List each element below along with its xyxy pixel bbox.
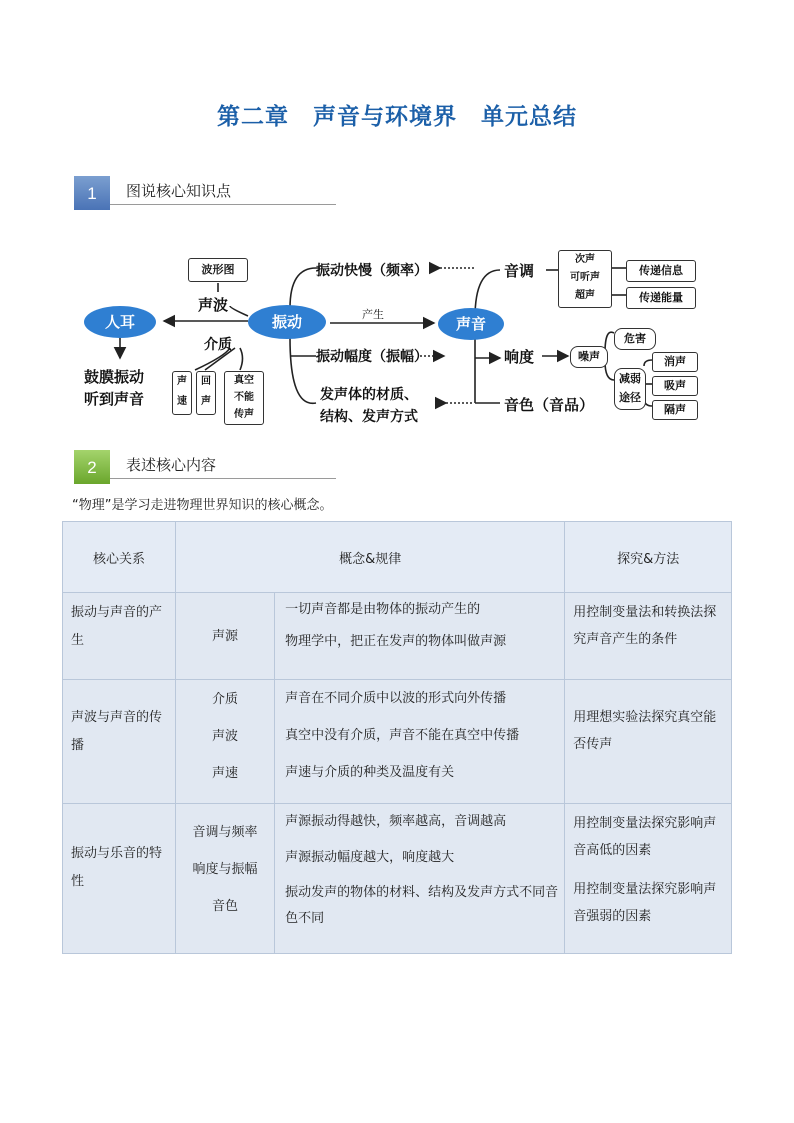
law-cell (275, 804, 565, 954)
section-divider (110, 478, 336, 479)
sound-speed-char-2: 速 (177, 396, 187, 407)
section-label: 图说核心知识点 (126, 182, 232, 200)
material-line-1: 发声体的材质、 (320, 387, 418, 403)
concept-cell (176, 593, 275, 680)
concept-item: 声源 (212, 628, 239, 644)
sound-wave-label: 声波 (198, 296, 229, 314)
concept-cell (176, 804, 275, 954)
vacuum-line-2: 不能 (234, 392, 254, 403)
echo-char-1: 回 (201, 376, 211, 387)
header-relation: 核心关系 (63, 522, 176, 593)
law-item: 声源振动得越快，频率越高，音调越高 (285, 814, 507, 829)
reduce-line-2: 途径 (619, 391, 641, 404)
eardrum-line-2: 听到声音 (84, 390, 145, 408)
law-item: 振动发声的物体的材料、结构及发声方式不同音色不同 (285, 885, 559, 926)
method-item: 用控制变量法探究影响声音高低的因素 (573, 816, 717, 858)
law-item: 真空中没有介质，声音不能在真空中传播 (285, 728, 520, 743)
table-row (63, 804, 732, 954)
concept-item: 介质 (212, 692, 239, 707)
law-item: 物理学中，把正在发声的物体叫做声源 (285, 634, 507, 649)
relation-cell: 声波与声音的传播 (63, 680, 176, 804)
section-number: 2 (74, 450, 110, 484)
concept-map-diagram (80, 228, 720, 438)
vibration-amplitude-label: 振动幅度（振幅） (316, 349, 428, 365)
relation-cell: 振动与乐音的特性 (63, 804, 176, 954)
law-item: 声源振动幅度越大，响度越大 (285, 850, 455, 865)
eardrum-line-1: 鼓膜振动 (84, 368, 145, 386)
concept-item: 响度与振幅 (192, 862, 258, 877)
method-item: 用控制变量法探究影响声音强弱的因素 (573, 882, 717, 924)
table-row (63, 680, 732, 804)
ear-node: 人耳 (84, 306, 156, 338)
harm-box: 危害 (614, 328, 656, 350)
vacuum-box (224, 371, 264, 425)
law-item: 一切声音都是由物体的振动产生的 (285, 602, 481, 617)
medium-label: 介质 (204, 337, 232, 353)
header-methods: 探究&方法 (565, 522, 732, 593)
echo-char-2: 声 (201, 396, 211, 407)
noise-box: 噪声 (570, 346, 608, 368)
page-title: 第二章 声音与环境界 单元总结 (217, 104, 577, 130)
reduce-path-box (614, 368, 646, 410)
material-line-2: 结构、发声方式 (320, 409, 418, 425)
concept-item: 声速 (212, 766, 239, 781)
vibration-speed-label: 振动快慢（频率） (316, 263, 428, 279)
concept-item: 音色 (212, 899, 239, 914)
section-number: 1 (74, 176, 110, 210)
transmit-info-box: 传递信息 (626, 260, 696, 282)
header-concepts: 概念&规律 (176, 522, 565, 593)
sound-speed-char-1: 声 (177, 376, 187, 387)
ultrasound-label: 超声 (575, 290, 595, 301)
audible-label: 可听声 (570, 272, 600, 283)
table-row (63, 593, 732, 680)
reduce-line-1: 减弱 (619, 372, 641, 385)
produce-label: 产生 (362, 308, 384, 321)
transmit-energy-box: 传递能量 (626, 287, 696, 309)
sound-node: 声音 (438, 308, 504, 340)
section-label: 表述核心内容 (126, 456, 217, 474)
relation-cell: 振动与声音的产生 (63, 593, 176, 680)
concept-item: 音调与频率 (192, 825, 258, 840)
section-divider (110, 204, 336, 205)
vacuum-line-1: 真空 (234, 375, 254, 386)
intro-text: “物理”是学习走进物理世界知识的核心概念。 (72, 498, 333, 513)
law-cell (275, 680, 565, 804)
sound-speed-box (172, 371, 192, 415)
core-content-table (62, 521, 732, 954)
loudness-label: 响度 (504, 348, 535, 366)
method-cell (565, 804, 732, 954)
concept-item: 声波 (212, 729, 239, 744)
vacuum-line-3: 传声 (234, 409, 254, 420)
waveform-box: 波形图 (188, 258, 248, 282)
timbre-label: 音色（音品） (504, 396, 595, 414)
law-item: 声速与介质的种类及温度有关 (285, 765, 455, 780)
echo-box (196, 371, 216, 415)
absorption-box: 吸声 (652, 376, 698, 396)
table-header-row (63, 522, 732, 593)
pitch-label: 音调 (504, 262, 535, 280)
silencing-box: 消声 (652, 352, 698, 372)
law-item: 声音在不同介质中以波的形式向外传播 (285, 691, 507, 706)
frequency-range-box (558, 250, 612, 308)
method-cell: 用理想实验法探究真空能否传声 (565, 680, 732, 804)
concept-cell (176, 680, 275, 804)
vibration-node: 振动 (248, 305, 326, 339)
law-cell (275, 593, 565, 680)
isolation-box: 隔声 (652, 400, 698, 420)
infrasound-label: 次声 (575, 254, 595, 265)
method-cell: 用控制变量法和转换法探究声音产生的条件 (565, 593, 732, 680)
